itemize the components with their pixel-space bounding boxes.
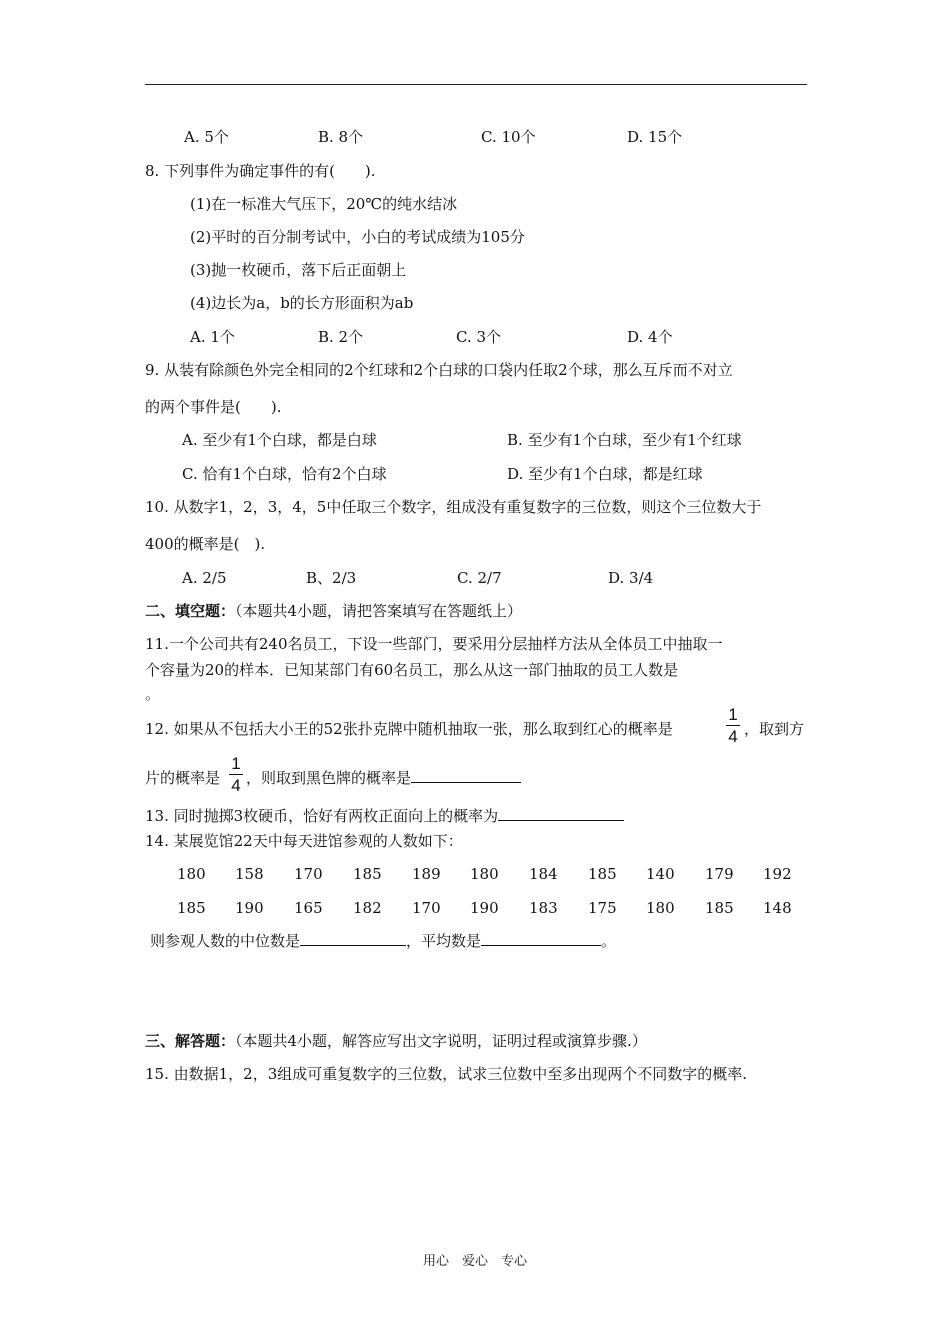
q14-value-cell: 165 [294, 899, 323, 917]
q14-value-cell: 185 [588, 865, 617, 883]
q7-option-b: B. 8个 [318, 128, 364, 146]
q12-line1: 12. 如果从不包括大小王的52张扑克牌中随机抽取一张，那么取到红心的概率是 [145, 720, 673, 738]
q14-value-cell: 158 [235, 865, 264, 883]
q14-value-cell: 185 [177, 899, 206, 917]
q14-value-cell: 179 [705, 865, 734, 883]
q8-item-2: (2)平时的百分制考试中，小白的考试成绩为105分 [190, 228, 525, 246]
q10-option-c: C. 2/7 [457, 569, 502, 587]
q12-line2-end [246, 768, 521, 788]
section2-title: 二、填空题： [145, 602, 236, 620]
page-footer: 用心 爱心 专心 [422, 1254, 527, 1269]
q7-option-d: D. 15个 [627, 128, 683, 146]
q14-value-cell: 170 [294, 865, 323, 883]
q14-value-cell: 185 [353, 865, 382, 883]
q10-option-d: D. 3/4 [608, 569, 654, 587]
q12-line1-end: ，取到方 [744, 720, 805, 738]
q12-line2-start: 片的概率是 [145, 769, 221, 787]
q12-fraction-1-num: 1 [728, 705, 738, 724]
q9-option-d: D. 至少有1个白球，都是红球 [507, 465, 703, 483]
q8-item-3: (3)抛一枚硬币，落下后正面朝上 [190, 261, 407, 279]
q10-stem-line2: 400的概率是( ). [145, 535, 266, 553]
q14-value-cell: 184 [529, 865, 558, 883]
q10-option-a: A. 2/5 [182, 569, 227, 587]
q14-value-cell: 192 [763, 865, 792, 883]
q14-value-cell: 180 [470, 865, 499, 883]
q14-value-cell: 190 [235, 899, 264, 917]
q12-fraction-1 [726, 706, 740, 745]
section3-title: 三、解答题： [145, 1032, 236, 1050]
header-rule [145, 84, 807, 85]
q14-value-cell: 190 [470, 899, 499, 917]
q14-value-cell: 148 [763, 899, 792, 917]
section3-heading [145, 1031, 647, 1051]
q9-stem-line1: 9. 从装有除颜色外完全相同的2个红球和2个白球的口袋内任取2个球，那么互斥而不对立 [145, 361, 733, 379]
q8-option-a: A. 1个 [190, 328, 235, 346]
q12-fraction-2-den: 4 [231, 776, 241, 795]
q14-stem: 14. 某展览馆22天中每天进馆参观的人数如下： [145, 832, 463, 850]
q13-answer-blank[interactable] [498, 806, 624, 821]
q14-value-cell: 180 [177, 865, 206, 883]
q8-option-b: B. 2个 [318, 328, 364, 346]
q7-option-c: C. 10个 [481, 128, 536, 146]
section2-heading [145, 601, 522, 621]
q13-text: 13. 同时抛掷3枚硬币，恰好有两枚正面向上的概率为 [145, 807, 499, 825]
q14-value-cell: 182 [353, 899, 382, 917]
q12-answer-blank[interactable] [411, 768, 521, 783]
q14-value-cell: 185 [705, 899, 734, 917]
q9-option-a: A. 至少有1个白球，都是白球 [182, 431, 377, 449]
q14-value-cell: 175 [588, 899, 617, 917]
q14-median-blank[interactable] [300, 931, 406, 946]
q9-option-c: C. 恰有1个白球，恰有2个白球 [182, 465, 387, 483]
q14-ask [150, 931, 616, 951]
q12-line2-text: ，则取到黑色牌的概率是 [246, 769, 412, 787]
q12-fraction-2 [229, 755, 243, 794]
q11-line3: 。 [145, 685, 161, 703]
q14-value-cell: 189 [412, 865, 441, 883]
q14-ask-end: 。 [601, 932, 617, 950]
q10-stem-line1: 10. 从数字1，2，3，4，5中任取三个数字，组成没有重复数字的三位数，则这个三位数大于 [145, 498, 762, 516]
q15-text: 15. 由数据1，2，3组成可重复数字的三位数，试求三位数中至多出现两个不同数字的概率. [145, 1065, 748, 1083]
q11-line1: 11.一个公司共有240名员工，下设一些部门，要采用分层抽样方法从全体员工中抽取一 [145, 635, 723, 653]
q14-value-cell: 140 [646, 865, 675, 883]
section3-note: （本题共4小题，解答应写出文字说明，证明过程或演算步骤.） [235, 1032, 647, 1050]
q13-line [145, 806, 624, 826]
q12-fraction-1-den: 4 [728, 727, 738, 746]
q14-ask-median: 则参观人数的中位数是 [150, 932, 301, 950]
q9-stem-line2: 的两个事件是( ). [145, 398, 282, 416]
q12-fraction-2-num: 1 [231, 754, 241, 773]
q9-option-b: B. 至少有1个白球，至少有1个红球 [507, 431, 742, 449]
q14-value-cell: 170 [412, 899, 441, 917]
q11-line2: 个容量为20的样本．已知某部门有60名员工，那么从这一部门抽取的员工人数是 [145, 661, 679, 679]
q8-item-4: (4)边长为a，b的长方形面积为ab [190, 294, 414, 312]
q8-option-d: D. 4个 [627, 328, 673, 346]
q14-ask-mean: ，平均数是 [406, 932, 482, 950]
q14-mean-blank[interactable] [481, 931, 601, 946]
q8-option-c: C. 3个 [456, 328, 502, 346]
q14-value-cell: 183 [529, 899, 558, 917]
q8-item-1: (1)在一标准大气压下，20℃的纯水结冰 [190, 195, 458, 213]
q14-value-cell: 180 [646, 899, 675, 917]
q10-option-b: B、2/3 [306, 569, 357, 587]
q7-option-a: A. 5个 [184, 128, 229, 146]
q8-stem: 8. 下列事件为确定事件的有( ). [145, 162, 376, 180]
section2-note: （本题共4小题，请把答案填写在答题纸上） [235, 602, 523, 620]
